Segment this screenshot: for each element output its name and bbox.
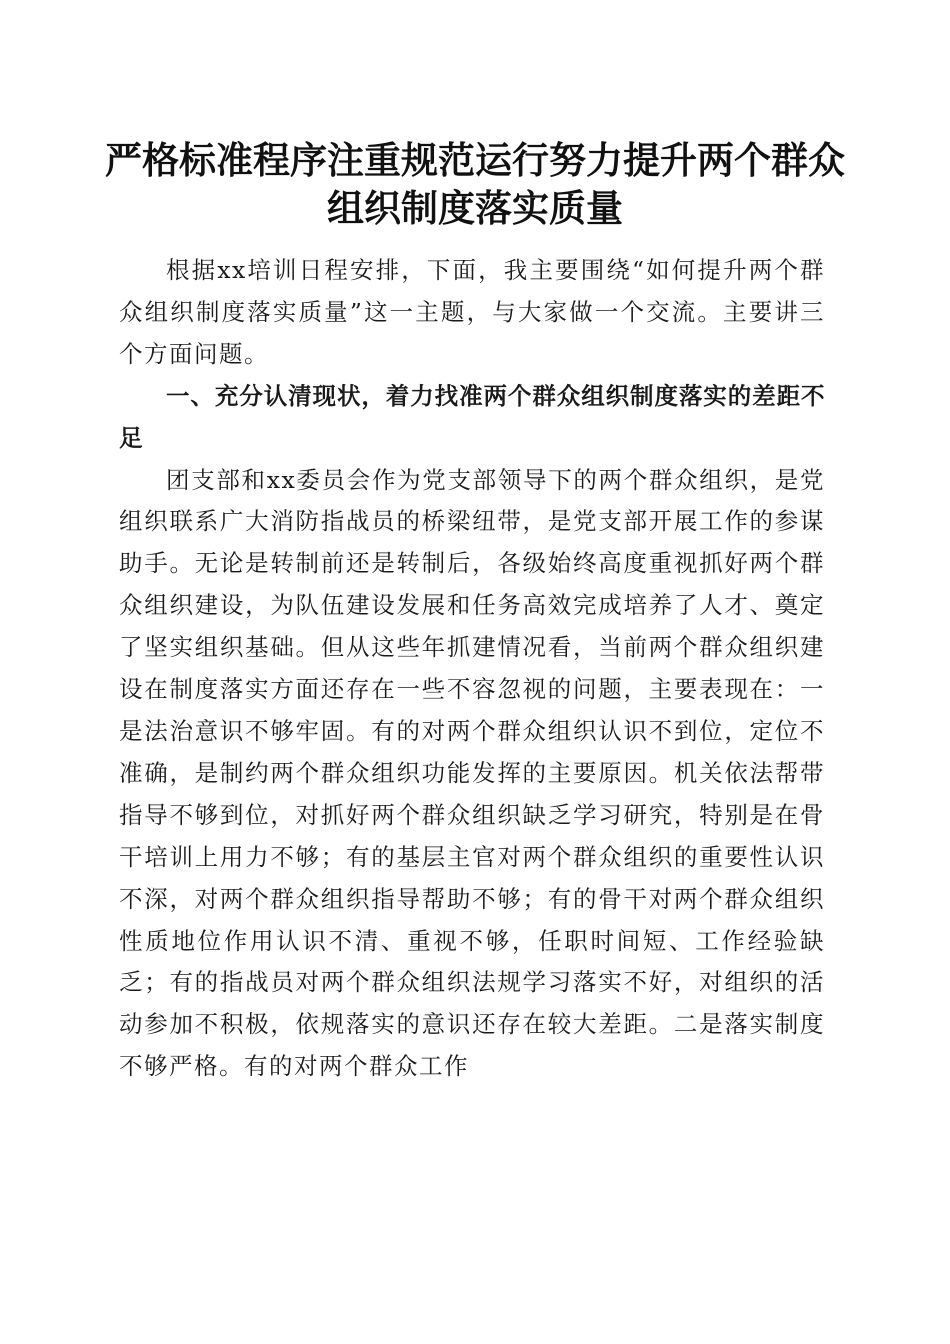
intro-paragraph: 根据xx培训日程安排，下面，我主要围绕“如何提升两个群众组织制度落实质量”这一主题，与大家做一个交流。主要讲三个方面问题。 bbox=[119, 256, 825, 368]
section-heading-1: 一、充分认清现状，着力找准两个群众组织制度落实的差距不足 bbox=[119, 381, 825, 452]
document-body bbox=[119, 250, 825, 1088]
document-title: 严格标准程序注重规范运行努力提升两个群众组织制度落实质量 bbox=[105, 138, 845, 230]
section-1-paragraph: 团支部和xx委员会作为党支部领导下的两个群众组织，是党组织联系广大消防指战员的桥梁纽带，是党支部开展工作的参谋助手。无论是转制前还是转制后，各级始终高度重视抓好两个群众组织建设，为队伍建设发展和任务高效完成培养了人才、奠定了坚实组织基础。但从这些年抓建情况看，当前两个群众组织建设在制度落实方面还存在一些不容忽视的问题，主要表现在：一是法治意识不够牢固。有的对两个群众组织认识不到位，定位不准确，是制约两个群众组织功能发挥的主要原因。机关依法帮带指导不够到位，对抓好两个群众组织缺乏学习研究，特别是在骨干培训上用力不够；有的基层主官对两个群众组织的重要性认识不深，对两个群众组织指导帮助不够；有的骨干对两个群众组织性质地位作用认识不清、重视不够，任职时间短、工作经验缺乏；有的指战员对两个群众组织法规学习落实不好，对组织的活动参加不积极，依规落实的意识还存在较大差距。二是落实制度不够严格。有的对两个群众工作 bbox=[119, 465, 825, 1081]
